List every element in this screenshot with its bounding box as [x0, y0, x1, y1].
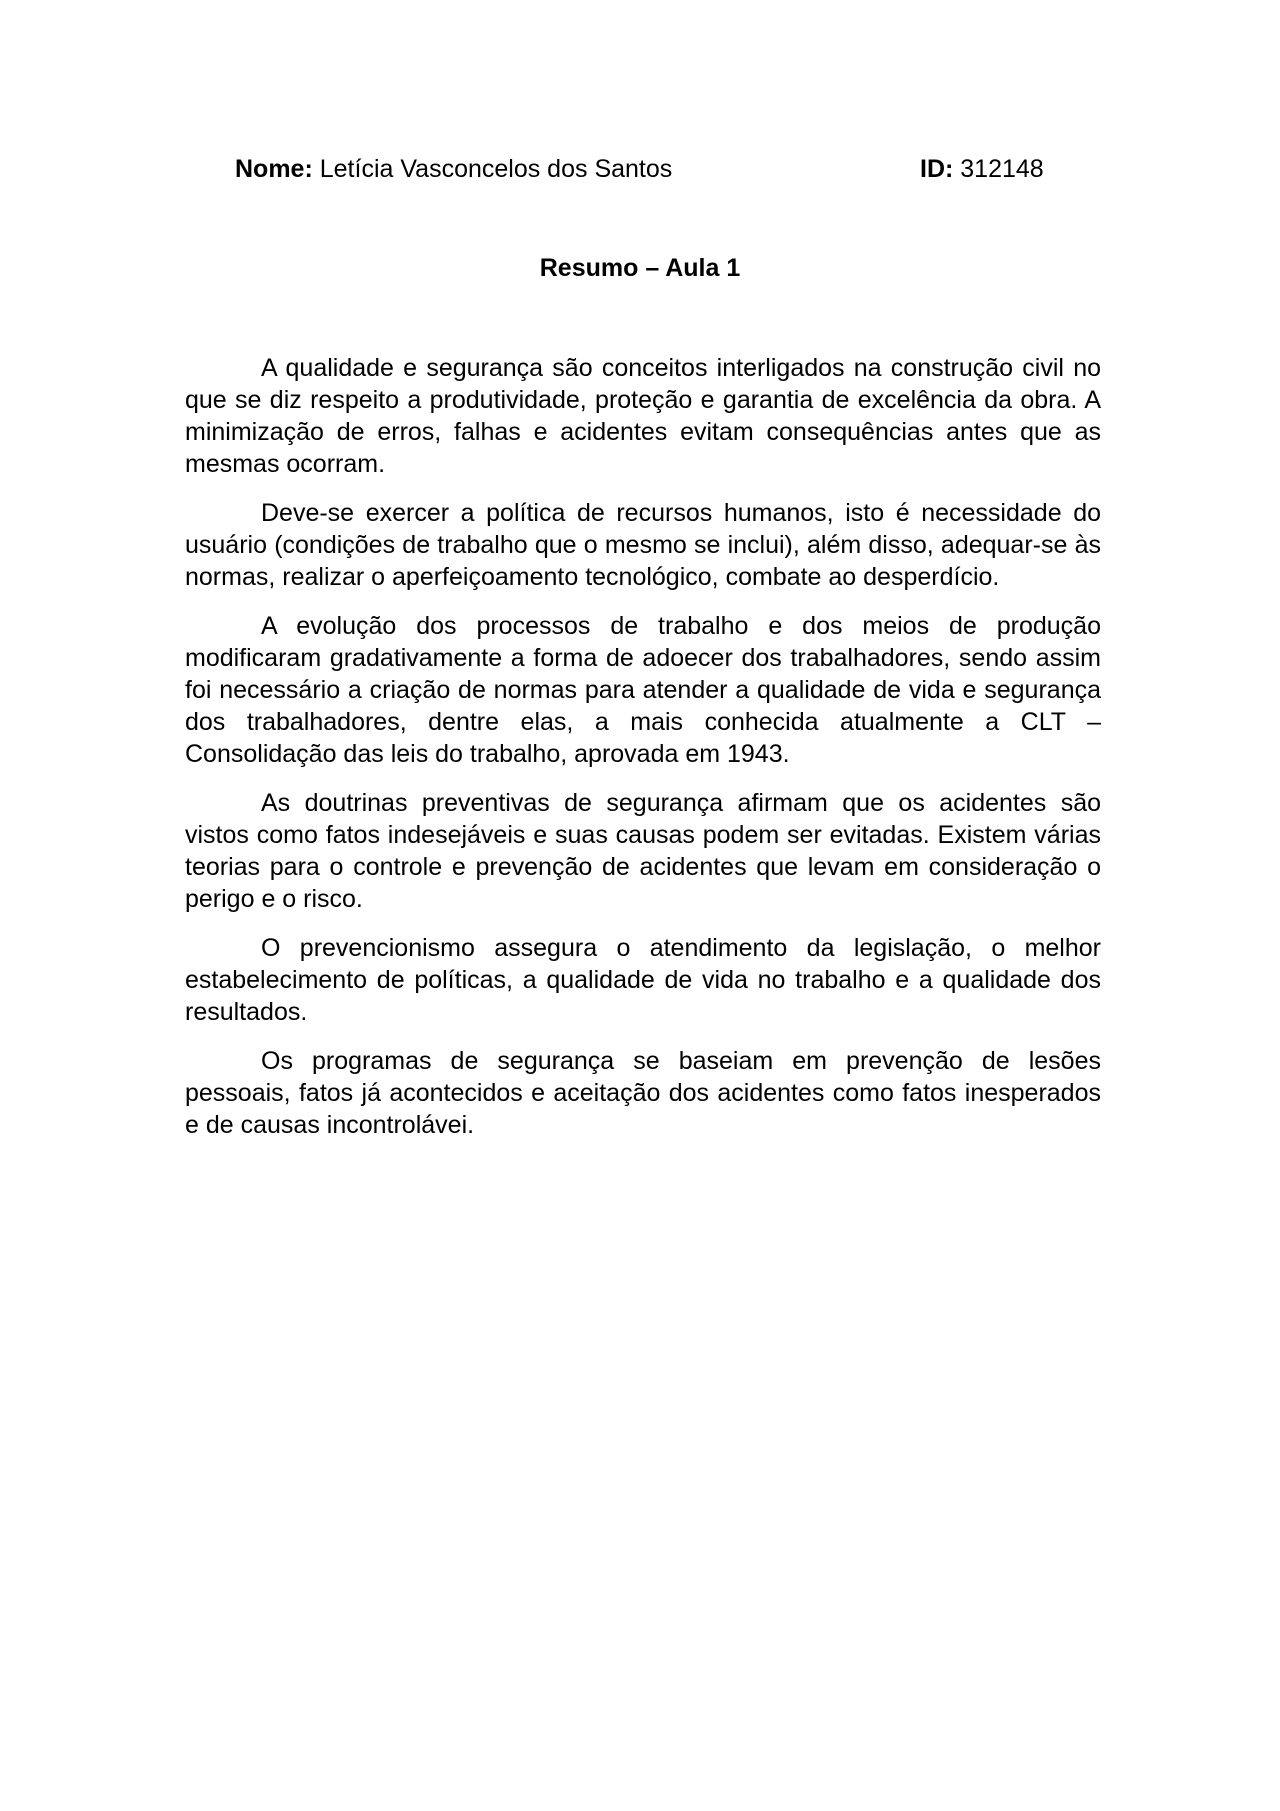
id-label: ID:	[920, 155, 954, 183]
paragraph: Deve-se exercer a política de recursos humanos, isto é necessidade do usuário (condições de trabalho que o mesmo se inclui), além disso, adequar-se às normas, realizar o aperfeiçoamento tecnológico, combate ao desperdício.	[185, 499, 1101, 591]
student-name	[235, 152, 672, 186]
paragraph: O prevencionismo assegura o atendimento da legislação, o melhor estabelecimento de políticas, a qualidade de vida no trabalho e a qualidade dos resultados.	[185, 934, 1101, 1026]
document-header	[235, 152, 1055, 186]
paragraph: A evolução dos processos de trabalho e dos meios de produção modificaram gradativamente a forma de adoecer dos trabalhadores, sendo assim foi necessário a criação de normas para atender a qualidade de vida e segurança dos trabalhadores, dentre elas, a mais conhecida atualmente a CLT – Consolidação das leis do trabalho, aprovada em 1943.	[185, 612, 1101, 768]
name-label: Nome:	[235, 155, 313, 183]
name-value: Letícia Vasconcelos dos Santos	[312, 155, 673, 183]
id-value: 312148	[953, 155, 1044, 183]
paragraph: Os programas de segurança se baseiam em prevenção de lesões pessoais, fatos já acontecidos e aceitação dos acidentes como fatos inesperados e de causas incontrolávei.	[185, 1047, 1101, 1139]
student-id	[920, 152, 1044, 186]
paragraph: A qualidade e segurança são conceitos interligados na construção civil no que se diz respeito a produtividade, proteção e garantia de excelência da obra. A minimização de erros, falhas e acidentes evitam consequências antes que as mesmas ocorram.	[185, 354, 1101, 478]
document-title: Resumo – Aula 1	[539, 254, 741, 282]
paragraph: As doutrinas preventivas de segurança afirmam que os acidentes são vistos como fatos indesejáveis e suas causas podem ser evitadas. Existem várias teorias para o controle e prevenção de acidentes que levam em consideração o perigo e o risco.	[185, 789, 1101, 913]
document-body	[185, 352, 1101, 1158]
